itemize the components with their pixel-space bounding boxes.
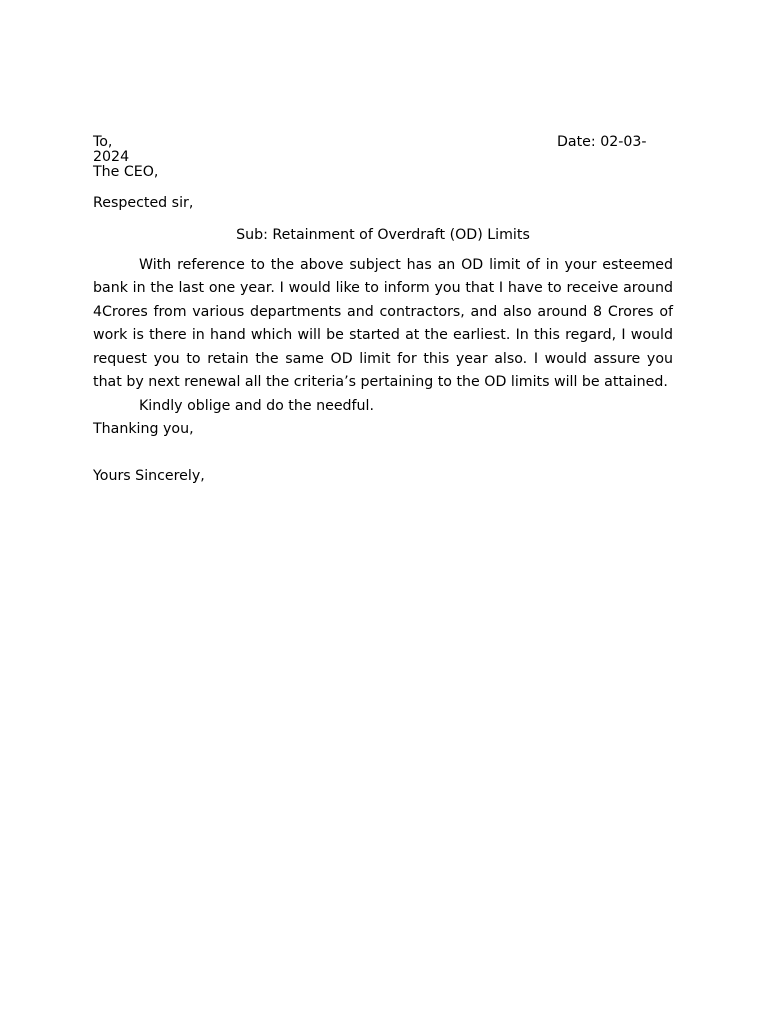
thanks-line: Thanking you, xyxy=(93,421,194,437)
salutation: Respected sir, xyxy=(93,195,194,211)
date-year-wrap: 2024 xyxy=(93,149,130,165)
body-paragraph: With reference to the above subject has an OD limit of in your esteemed bank in the last one year. I would like to inform you that I have to receive around 4Crores from various departments and contractors, and also around 8 Crores of work is there in hand which will be started at the earliest. In this regard, I would request you to retain the same OD limit for this year also. I would assure you that by next renewal all the criteria’s pertaining to the OD limits will be attained. xyxy=(93,257,673,391)
recipient-title: The CEO, xyxy=(93,164,159,180)
closing-request: Kindly oblige and do the needful. xyxy=(139,398,374,414)
to-label: To, xyxy=(93,134,113,150)
date-text: Date: 02-03- xyxy=(557,134,647,150)
signoff-line: Yours Sincerely, xyxy=(93,468,205,484)
subject-line: Sub: Retainment of Overdraft (OD) Limits xyxy=(236,227,530,243)
